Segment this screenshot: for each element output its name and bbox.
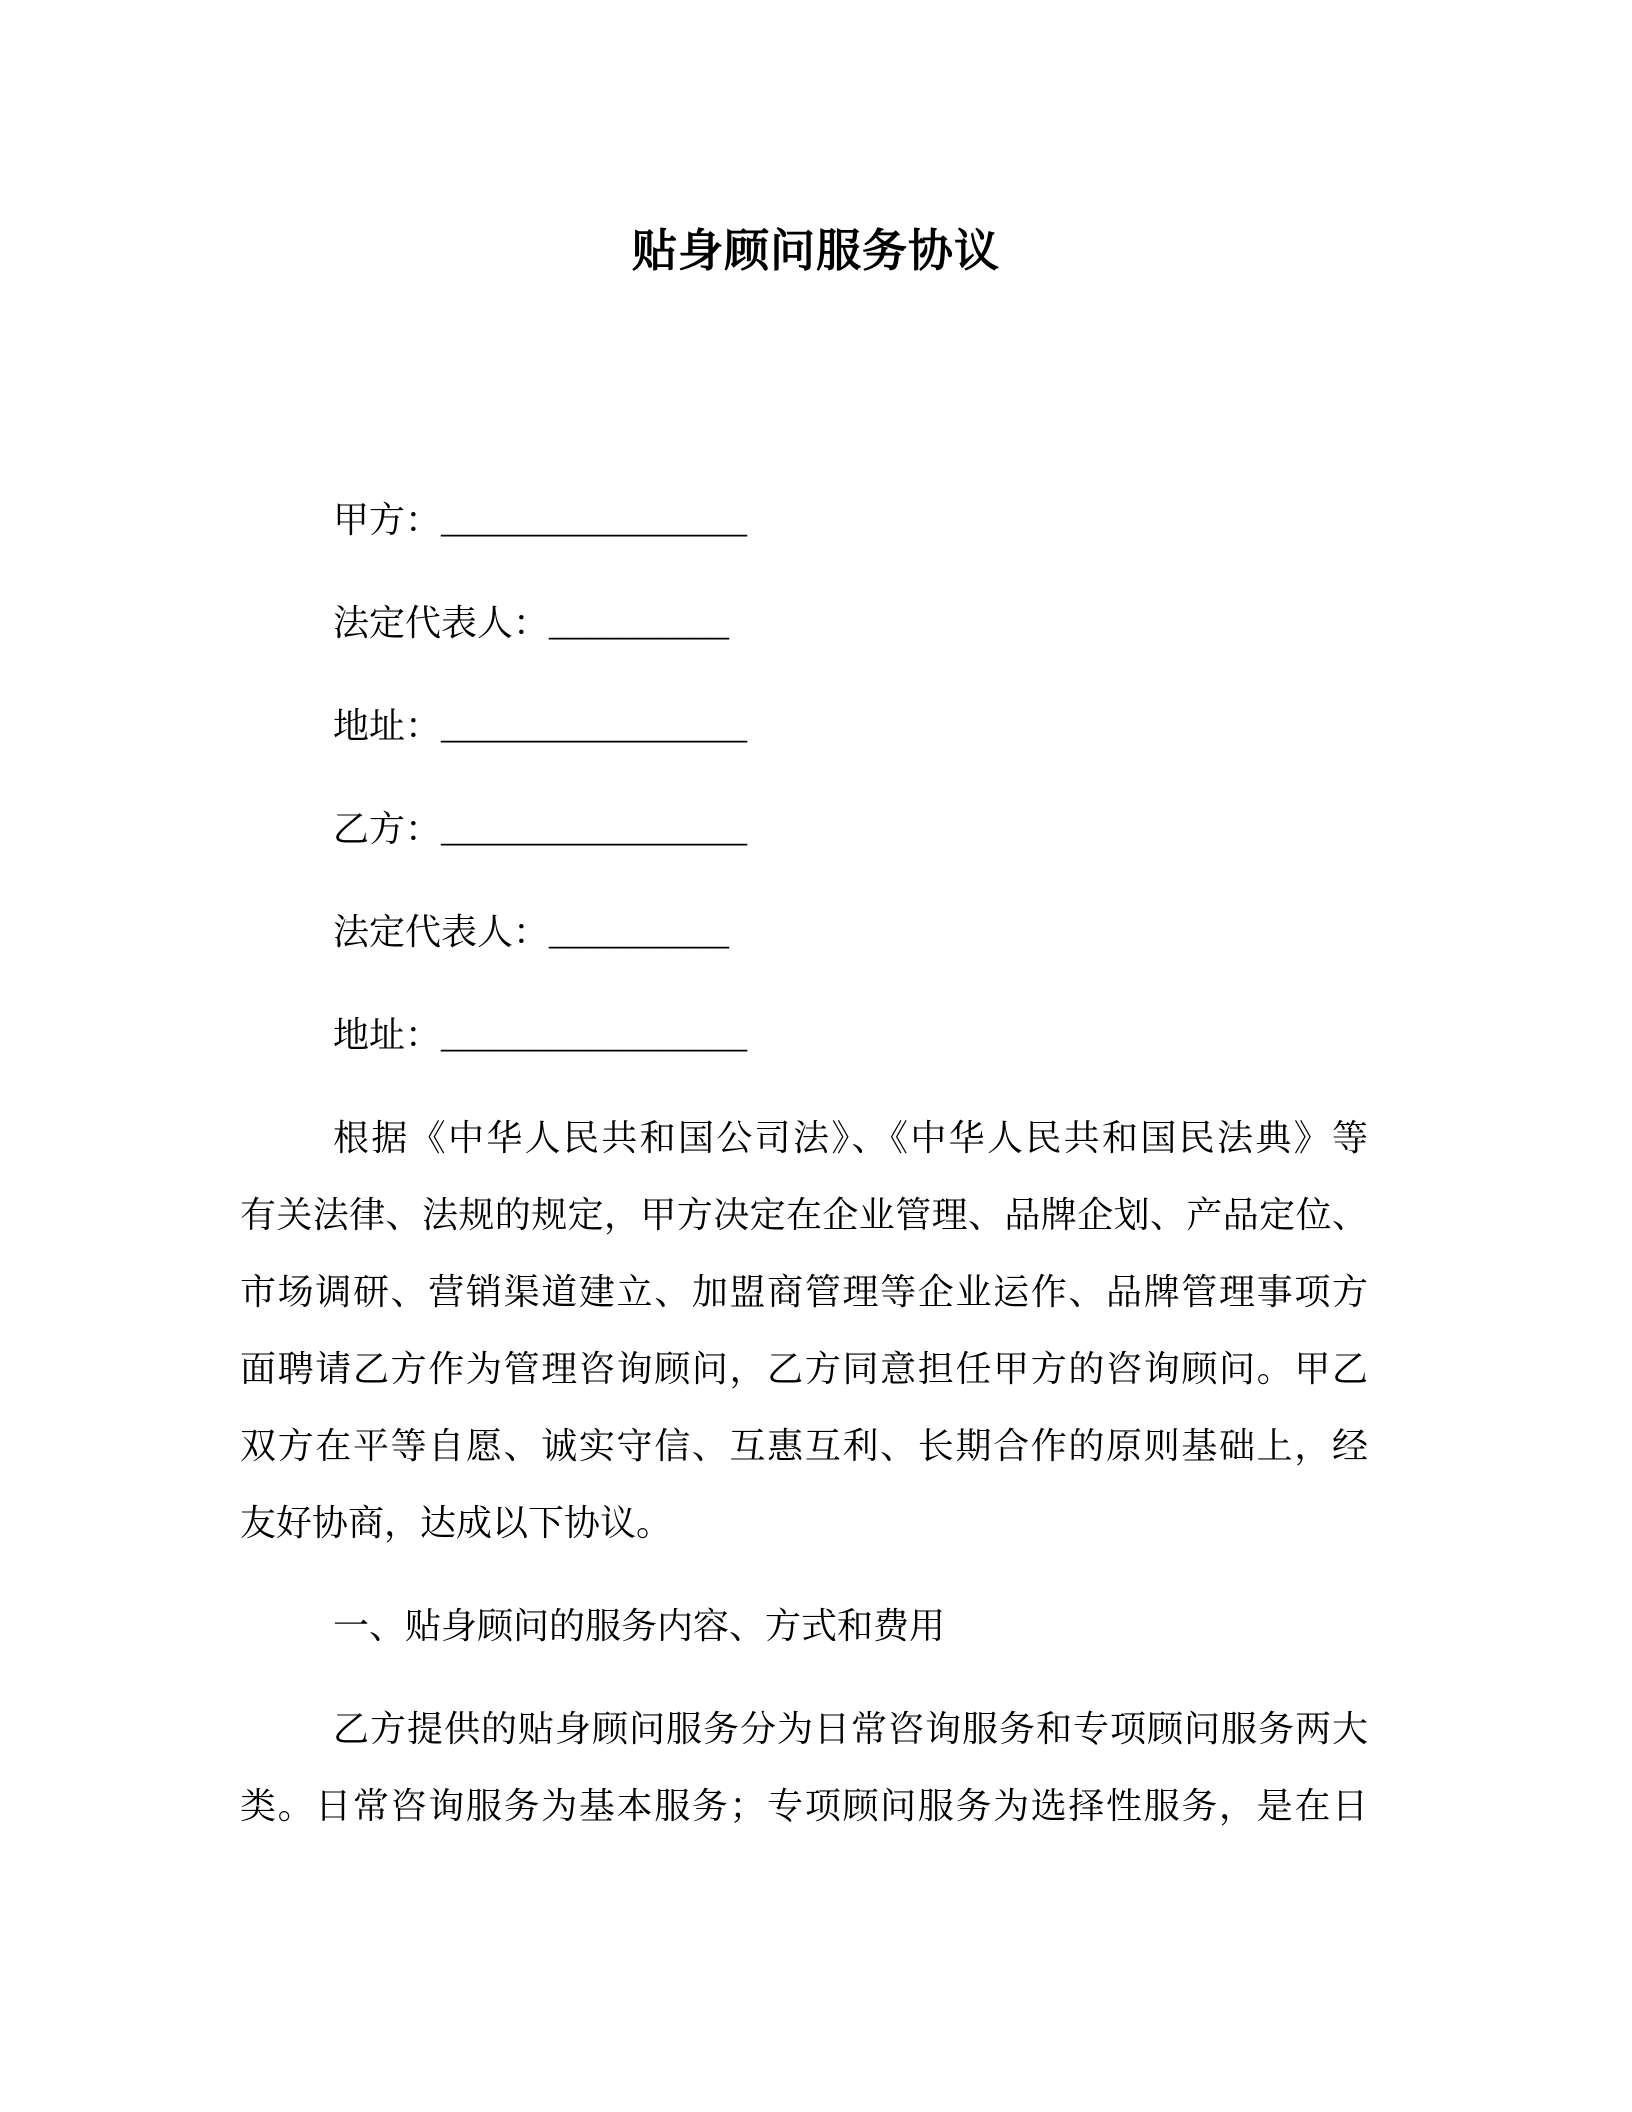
section-1-paragraph-1: [240, 1691, 1368, 1845]
preamble-line-1: 根据《中华人民共和国公司法》、《中华人民共和国民法典》等: [333, 1118, 1368, 1159]
preamble-paragraph: [240, 1100, 1368, 1562]
preamble-line-3: 市场调研、营销渠道建立、加盟商管理等企业运作、品牌管理事项方: [240, 1272, 1368, 1313]
party-b-representative-label: 法定代表人：: [333, 912, 550, 953]
preamble-line-4: 面聘请乙方作为管理咨询顾问，乙方同意担任甲方的咨询顾问。甲乙: [240, 1349, 1368, 1390]
party-b-label: 乙方：: [333, 809, 442, 850]
document-body: [240, 482, 1368, 1871]
party-b-representative-line: [240, 894, 1368, 971]
party-b-name-blank: _________________: [441, 809, 748, 849]
party-a-address-line: [240, 688, 1368, 765]
party-a-address-blank: _________________: [441, 706, 748, 746]
party-b-name-line: [240, 791, 1368, 868]
preamble-line-5: 双方在平等自愿、诚实守信、互惠互利、长期合作的原则基础上，经: [240, 1426, 1368, 1467]
section-1-paragraph-1-line-2: 类。日常咨询服务为基本服务；专项顾问服务为选择性服务，是在日: [240, 1786, 1368, 1827]
preamble-line-6: 友好协商，达成以下协议。: [240, 1503, 673, 1544]
preamble-line-2: 有关法律、法规的规定，甲方决定在企业管理、品牌企划、产品定位、: [240, 1195, 1368, 1236]
section-1-paragraph-1-line-1: 乙方提供的贴身顾问服务分为日常咨询服务和专项顾问服务两大: [333, 1709, 1368, 1750]
party-a-name-blank: _________________: [441, 500, 748, 540]
document-title: 贴身顾问服务协议: [631, 224, 1000, 277]
party-a-address-label: 地址：: [333, 706, 442, 747]
party-a-representative-line: [240, 585, 1368, 662]
party-b-representative-blank: __________: [549, 912, 730, 952]
party-a-label: 甲方：: [333, 500, 442, 541]
party-b-address-line: [240, 997, 1368, 1074]
section-1-heading: 一、贴身顾问的服务内容、方式和费用: [333, 1606, 946, 1647]
party-a-representative-label: 法定代表人：: [333, 603, 550, 644]
party-b-address-label: 地址：: [333, 1015, 442, 1056]
party-b-address-blank: _________________: [441, 1015, 748, 1055]
party-a-name-line: [240, 482, 1368, 559]
party-a-representative-blank: __________: [549, 603, 730, 643]
